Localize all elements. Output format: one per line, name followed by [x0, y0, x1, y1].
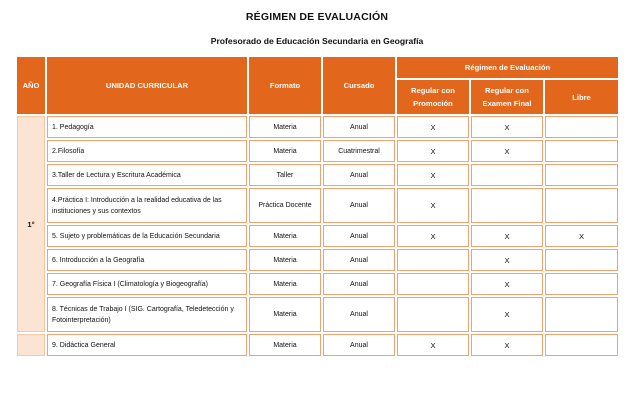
- document-subtitle: Profesorado de Educación Secundaria en Geografía: [210, 36, 424, 46]
- evaluation-table: [15, 55, 620, 358]
- course-cell: Anual: [323, 334, 395, 356]
- unit-cell: 2.Filosofía: [47, 140, 247, 162]
- unit-cell: 6. Introducción a la Geografía: [47, 249, 247, 271]
- format-cell: Taller: [249, 164, 321, 186]
- table-row: [17, 140, 618, 162]
- exam-cell: X: [471, 249, 543, 271]
- promo-cell: X: [397, 140, 469, 162]
- course-cell: Anual: [323, 273, 395, 295]
- promo-cell: X: [397, 225, 469, 247]
- free-cell: [545, 116, 618, 138]
- free-cell: X: [545, 225, 618, 247]
- exam-cell: X: [471, 334, 543, 356]
- exam-cell: X: [471, 116, 543, 138]
- course-cell: Anual: [323, 225, 395, 247]
- promo-cell: X: [397, 334, 469, 356]
- table-row: [17, 225, 618, 247]
- format-cell: Materia: [249, 334, 321, 356]
- exam-cell: [471, 188, 543, 223]
- header-unit: UNIDAD CURRICULAR: [47, 57, 247, 114]
- table-row: [17, 273, 618, 295]
- free-cell: [545, 334, 618, 356]
- format-cell: Materia: [249, 273, 321, 295]
- free-cell: [545, 164, 618, 186]
- promo-cell: [397, 249, 469, 271]
- format-cell: Materia: [249, 249, 321, 271]
- unit-cell: 7. Geografía Física I (Climatología y Biogeografía): [47, 273, 247, 295]
- year-blank-cell: [17, 334, 45, 356]
- free-cell: [545, 188, 618, 223]
- course-cell: Anual: [323, 249, 395, 271]
- format-cell: Materia: [249, 297, 321, 332]
- unit-cell: 3.Taller de Lectura y Escritura Académica: [47, 164, 247, 186]
- header-format: Formato: [249, 57, 321, 114]
- document-title: RÉGIMEN DE EVALUACIÓN: [245, 11, 389, 23]
- unit-cell: 4.Práctica I: Introducción a la realidad educativa de las instituciones y sus contextos: [47, 188, 247, 223]
- free-cell: [545, 273, 618, 295]
- table-row: [17, 116, 618, 138]
- table-row: [17, 249, 618, 271]
- header-course: Cursado: [323, 57, 395, 114]
- format-cell: Práctica Docente: [249, 188, 321, 223]
- unit-cell: 1. Pedagogía: [47, 116, 247, 138]
- course-cell: Anual: [323, 164, 395, 186]
- exam-cell: X: [471, 297, 543, 332]
- format-cell: Materia: [249, 140, 321, 162]
- free-cell: [545, 297, 618, 332]
- header-year: AÑO: [17, 57, 45, 114]
- exam-cell: X: [471, 273, 543, 295]
- header-free: Libre: [545, 80, 618, 114]
- header-promo: Regular con Promoción: [397, 80, 469, 114]
- format-cell: Materia: [249, 116, 321, 138]
- format-cell: Materia: [249, 225, 321, 247]
- table-row: [17, 297, 618, 332]
- exam-cell: [471, 164, 543, 186]
- unit-cell: 8. Técnicas de Trabajo I (SIG. Cartografía, Teledetección y Fotointerpretación): [47, 297, 247, 332]
- unit-cell: 9. Didáctica General: [47, 334, 247, 356]
- course-cell: Anual: [323, 297, 395, 332]
- exam-cell: X: [471, 225, 543, 247]
- free-cell: [545, 140, 618, 162]
- unit-cell: 5. Sujeto y problemáticas de la Educación Secundaria: [47, 225, 247, 247]
- promo-cell: X: [397, 188, 469, 223]
- exam-cell: X: [471, 140, 543, 162]
- course-cell: Anual: [323, 188, 395, 223]
- header-exam: Regular con Examen Final: [471, 80, 543, 114]
- year-label: 1°: [17, 116, 45, 332]
- course-cell: Anual: [323, 116, 395, 138]
- promo-cell: X: [397, 116, 469, 138]
- course-cell: Cuatrimestral: [323, 140, 395, 162]
- promo-cell: X: [397, 164, 469, 186]
- header-regime-group: Régimen de Evaluación: [397, 57, 618, 78]
- promo-cell: [397, 297, 469, 332]
- table-row: [17, 334, 618, 356]
- table-row: [17, 188, 618, 223]
- promo-cell: [397, 273, 469, 295]
- table-row: [17, 164, 618, 186]
- free-cell: [545, 249, 618, 271]
